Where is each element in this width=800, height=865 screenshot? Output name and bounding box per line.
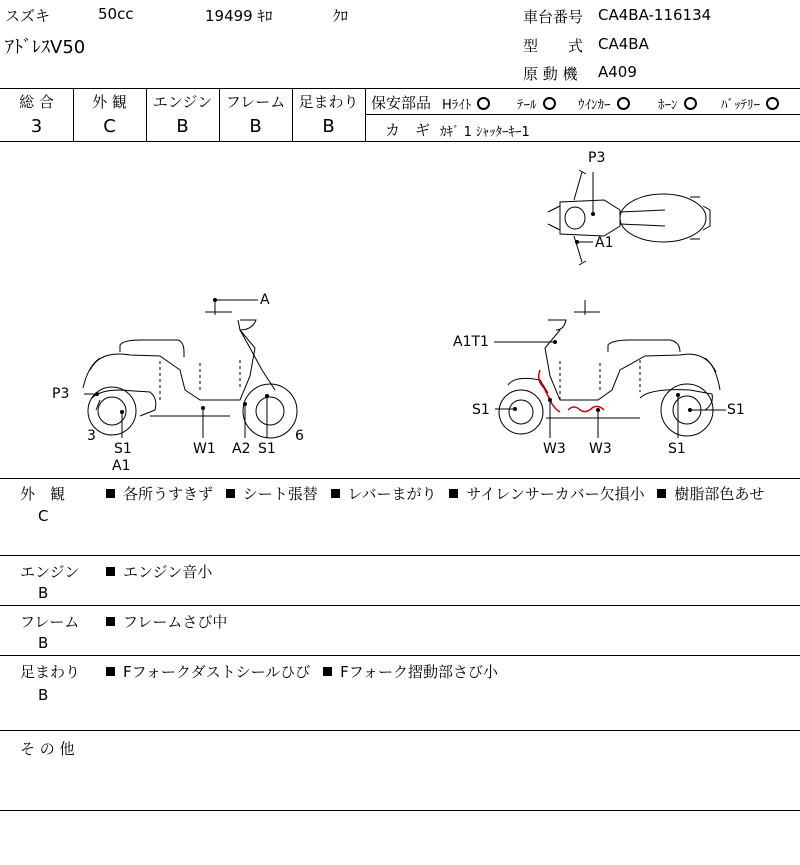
safety-item-winker: ｳｲﾝｶｰ xyxy=(578,94,630,113)
bullet-square-icon xyxy=(106,667,115,676)
safety-item-tail: ﾃｰﾙ xyxy=(517,94,556,113)
label-top-a1: A1 xyxy=(595,235,614,251)
grade-value-engine: B xyxy=(176,116,189,137)
engine-value: A409 xyxy=(598,63,637,81)
grade-header-exterior: 外 観 xyxy=(92,93,127,111)
grade-value-overall: 3 xyxy=(30,116,43,137)
top-view-scooter xyxy=(548,170,710,265)
rule xyxy=(366,114,800,115)
ok-circle-icon xyxy=(617,97,630,110)
rule xyxy=(0,88,800,89)
safety-item-battery: ﾊﾞｯﾃﾘｰ xyxy=(721,94,779,113)
label-right-w3b: W3 xyxy=(589,441,612,457)
notes-suspension-title: 足まわり xyxy=(20,663,81,681)
type-value: CA4BA xyxy=(598,35,649,53)
rule xyxy=(0,605,800,606)
rule xyxy=(365,88,366,141)
notes-suspension-items: Fフォークダストシールひび Fフォーク摺動部さび小 xyxy=(106,661,498,682)
label-left-a: A xyxy=(260,292,270,308)
label-left-p3: P3 xyxy=(52,386,70,402)
grade-value-frame: B xyxy=(249,116,262,137)
grade-value-exterior: C xyxy=(103,116,116,137)
notes-engine-items: エンジン音小 xyxy=(106,561,212,582)
safety-item-headlight: Hﾗｲﾄ xyxy=(442,94,490,113)
bullet-square-icon xyxy=(657,489,666,498)
rule xyxy=(0,730,800,731)
bullet-square-icon xyxy=(226,489,235,498)
rule xyxy=(0,555,800,556)
grade-header-overall: 総 合 xyxy=(19,93,54,111)
notes-exterior-title: 外 観 xyxy=(20,485,66,503)
rule xyxy=(0,810,800,811)
label-right-s1: S1 xyxy=(472,402,490,418)
notes-exterior-grade: C xyxy=(38,507,49,525)
notes-exterior-items: 各所うすきず シート張替 レバーまがり サイレンサーカバー欠損小 樹脂部色あせ xyxy=(106,483,764,504)
bullet-square-icon xyxy=(323,667,332,676)
label-left-a1: A1 xyxy=(112,458,131,474)
engine-label: 原 動 機 xyxy=(523,65,578,83)
ok-circle-icon xyxy=(766,97,779,110)
mileage: 19499 ｷﾛ xyxy=(205,7,273,25)
right-side-scooter xyxy=(499,300,720,436)
grade-header-engine: エンジン xyxy=(152,93,213,111)
label-left-6: 6 xyxy=(295,428,304,444)
label-left-s1b: S1 xyxy=(258,441,276,457)
notes-other-title: そ の 他 xyxy=(20,740,75,758)
bullet-square-icon xyxy=(106,489,115,498)
grade-header-suspension: 足まわり xyxy=(298,93,359,111)
bullet-square-icon xyxy=(106,617,115,626)
notes-frame-grade: B xyxy=(38,634,49,652)
bullet-square-icon xyxy=(331,489,340,498)
label-right-a1t1: A1T1 xyxy=(453,334,489,350)
scooter-damage-diagram xyxy=(0,142,800,477)
label-right-s1b: S1 xyxy=(727,402,745,418)
ok-circle-icon xyxy=(477,97,490,110)
notes-engine-title: エンジン xyxy=(20,563,80,581)
safety-label: 保安部品 xyxy=(371,94,432,112)
label-left-w1: W1 xyxy=(193,441,216,457)
ok-circle-icon xyxy=(684,97,697,110)
chassis-value: CA4BA-116134 xyxy=(598,6,712,24)
left-side-scooter xyxy=(83,300,297,438)
ok-circle-icon xyxy=(543,97,556,110)
color: ｸﾛ xyxy=(333,7,349,25)
bullet-square-icon xyxy=(449,489,458,498)
chassis-label: 車台番号 xyxy=(523,8,584,26)
label-left-3: 3 xyxy=(87,428,96,444)
key-label: カ ギ xyxy=(385,121,431,139)
model-name: ｱﾄﾞﾚｽV50 xyxy=(5,37,86,58)
key-value: ｶｷﾞ 1 ｼｬｯﾀｰｷｰ1 xyxy=(440,125,530,140)
label-left-s1: S1 xyxy=(114,441,132,457)
label-left-a2: A2 xyxy=(232,441,251,457)
rule xyxy=(0,478,800,479)
grade-header-frame: フレーム xyxy=(225,93,286,111)
rule xyxy=(0,655,800,656)
grade-value-suspension: B xyxy=(322,116,335,137)
damage-marks xyxy=(539,370,604,412)
notes-frame-title: フレーム xyxy=(20,613,80,631)
notes-frame-items: フレームさび中 xyxy=(106,611,227,632)
notes-suspension-grade: B xyxy=(38,686,49,704)
bullet-square-icon xyxy=(106,567,115,576)
label-right-w3: W3 xyxy=(543,441,566,457)
displacement: 50cc xyxy=(98,5,134,23)
type-label: 型 式 xyxy=(523,37,584,55)
safety-item-horn: ﾎｰﾝ xyxy=(658,94,697,113)
label-top-p3: P3 xyxy=(588,150,606,166)
maker: スズキ xyxy=(5,7,51,25)
label-right-s1c: S1 xyxy=(668,441,686,457)
notes-engine-grade: B xyxy=(38,584,49,602)
